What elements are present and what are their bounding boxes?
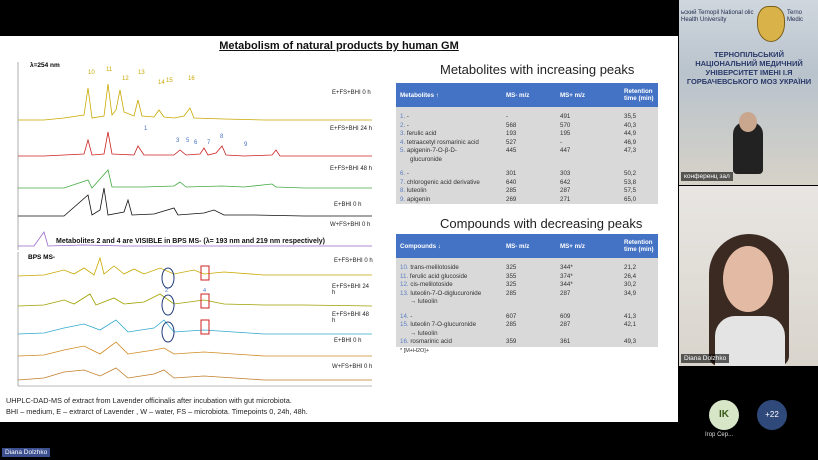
row-number: 10. — [400, 264, 409, 271]
participant-avatar-name: Ігор Сер... — [705, 432, 734, 438]
table-row — [396, 170, 658, 179]
table-row — [396, 290, 658, 299]
peak-label: 5 — [186, 138, 190, 144]
compound-name: rosmarinic acid — [410, 338, 452, 345]
ms-neg: 285 — [502, 321, 556, 330]
compound-name: ferulic acid glucoside — [409, 272, 468, 280]
ms-pos: 642 — [556, 179, 620, 188]
table-row — [396, 113, 658, 122]
retention-time: 42,1 — [620, 321, 658, 330]
caption-line-2: BHI – medium, E – extrarct of Lavender , W – water, FS – microbiota. Timepoints 0, 24h, 48h. — [6, 407, 308, 416]
metabolite-name: - — [406, 113, 409, 120]
row-number: 6. — [400, 170, 406, 177]
ms-pos: 303 — [556, 170, 620, 179]
caption-line-1: UHPLC-DAD-MS of extract from Lavender officinalis after incubation with gut microbiota. — [6, 396, 292, 405]
university-sign: ТЕРНОПІЛЬСЬКИЙ НАЦІОНАЛЬНИЙ МЕДИЧНИЙ УНІВЕРСИТЕТ ІМЕНІ І.Я ГОРБАЧЕВСЬКОГО МОЗ УКРАЇНИ — [686, 50, 812, 86]
table-row — [396, 147, 658, 156]
compound-name: - — [410, 312, 413, 320]
retention-time: 40,3 — [620, 122, 658, 131]
ms-neg: 607 — [502, 313, 556, 322]
retention-time: 53,8 — [620, 179, 658, 188]
row-number: 12. — [400, 281, 409, 288]
col-header: MS- m/z — [502, 83, 556, 107]
table-row — [396, 122, 658, 131]
trace-label: E+FS+BHI 24 h — [332, 284, 370, 296]
ms-neg: 445 — [502, 147, 556, 156]
increasing-table — [396, 83, 658, 204]
participant-tile-conference-hall[interactable] — [679, 0, 818, 185]
ms-pos: 287 — [556, 290, 620, 299]
ms-neg: 269 — [502, 196, 556, 205]
ms-mode-label: BPS MS- — [28, 254, 56, 261]
peak-label: 15 — [166, 78, 173, 84]
metabolite-name: luteolin — [406, 187, 427, 194]
retention-time: 47,3 — [620, 147, 658, 156]
table-row — [396, 273, 658, 282]
trace-label: W+FS+BHI 0 h — [330, 222, 371, 228]
increasing-title: Metabolites with increasing peaks — [440, 62, 635, 77]
ms-pos: 287 — [556, 187, 620, 196]
row-number: 15. — [400, 321, 409, 328]
col-header: MS- m/z — [502, 234, 556, 258]
university-emblem-icon — [757, 6, 785, 42]
row-number: 16. — [400, 338, 409, 345]
ms-neg: 527 — [502, 139, 556, 148]
participant-strip — [679, 368, 818, 460]
trace-label: E+BHI 0 h — [334, 202, 362, 208]
peak-label: 11 — [106, 67, 113, 73]
peak-label: 10 — [88, 70, 95, 76]
trace-label: E+FS+BHI 48 h — [332, 312, 370, 324]
retention-time: 65,0 — [620, 196, 658, 205]
compound-name: → luteolin — [410, 329, 438, 337]
table-row — [396, 298, 658, 307]
row-number: 3. — [400, 130, 406, 137]
peak-label: 14 — [158, 80, 165, 86]
table-row — [396, 156, 658, 165]
metabolite-name: - — [406, 121, 409, 129]
ms-neg: 301 — [502, 170, 556, 179]
table-row — [396, 313, 658, 322]
mark-label: 4 — [203, 288, 207, 294]
participant-avatar[interactable]: IK — [709, 400, 739, 430]
ms-pos: 570 — [556, 122, 620, 131]
row-number: 13. — [400, 289, 409, 297]
table-row — [396, 196, 658, 205]
trace-label: E+FS+BHI 0 h — [334, 258, 373, 264]
metabolite-name: chlorogenic acid derivative — [406, 178, 480, 186]
ms-neg: 568 — [502, 122, 556, 131]
row-number: 2. — [400, 121, 406, 129]
col-header: Metabolites ↑ — [396, 83, 502, 107]
col-header: MS+ m/z — [556, 83, 620, 107]
retention-time: 57,5 — [620, 187, 658, 196]
ms-neg: 355 — [502, 273, 556, 282]
peak-label: 3 — [176, 138, 180, 144]
ms-pos: 287 — [556, 321, 620, 330]
metabolite-name: - — [406, 170, 409, 177]
col-header: Compounds ↓ — [396, 234, 502, 258]
peak-label: 9 — [244, 142, 248, 148]
col-header: Retention time (min) — [620, 83, 658, 107]
table-row — [396, 187, 658, 196]
retention-time: 30,2 — [620, 281, 658, 290]
retention-time: 21,2 — [620, 264, 658, 273]
ms-neg: 193 — [502, 130, 556, 139]
row-number: 4. — [400, 138, 406, 146]
col-header: Retention time (min) — [620, 234, 658, 258]
compound-name: luteolin 7-O-glucuronide — [410, 321, 477, 328]
retention-time: 34,9 — [620, 290, 658, 299]
row-number: 1. — [400, 113, 406, 120]
ms-pos: 361 — [556, 338, 620, 347]
sign-right-text: Terno Medic — [787, 10, 804, 23]
metabolite-name: tetraacetyl rosmarinic acid — [406, 138, 479, 146]
table-row — [396, 179, 658, 188]
table-row — [396, 130, 658, 139]
ms-neg: 325 — [502, 264, 556, 273]
footnote: * [M+H2O]+ — [400, 348, 430, 354]
row-number: 9. — [400, 195, 406, 203]
mark-label: 2 — [165, 288, 169, 294]
ms-pos: 447 — [556, 147, 620, 156]
col-header: MS+ m/z — [556, 234, 620, 258]
metabolite-name: apigenin-7-O-β-D- — [406, 147, 457, 154]
participant-name: Diana Dolzhko — [681, 354, 729, 363]
ms-pos: 491 — [556, 113, 620, 122]
table-row — [396, 139, 658, 148]
retention-time: 46,9 — [620, 139, 658, 148]
wavelength-label: λ=254 nm — [30, 62, 60, 69]
table-row — [396, 264, 658, 273]
more-participants-button[interactable]: +22 — [757, 400, 787, 430]
row-number: 5. — [400, 147, 406, 154]
ms-pos: 271 — [556, 196, 620, 205]
peak-label: 6 — [194, 140, 198, 146]
speaker-tag: Diana Dolzhko — [2, 448, 50, 457]
retention-time: 49,3 — [620, 338, 658, 347]
compound-name: trans-melilotoside — [410, 264, 459, 271]
row-number: 8. — [400, 187, 406, 194]
peak-label: 1 — [144, 126, 148, 132]
ms-neg: 325 — [502, 281, 556, 290]
retention-time: 50,2 — [620, 170, 658, 179]
ms-pos: 609 — [556, 313, 620, 322]
ms-neg: 640 — [502, 179, 556, 188]
presentation-slide — [0, 36, 678, 422]
trace-label: E+BHI 0 h — [334, 338, 362, 344]
retention-time: 26,4 — [620, 273, 658, 282]
peak-label: 13 — [138, 70, 145, 76]
participant-tile-diana[interactable] — [679, 186, 818, 366]
retention-time: 44,9 — [620, 130, 658, 139]
trace-label: E+FS+BHI 48 h — [330, 166, 373, 172]
ms-pos: 344* — [556, 264, 620, 273]
trace-label: E+FS+BHI 24 h — [330, 126, 373, 132]
tile-label: конференц зал — [681, 172, 733, 181]
metabolite-name: ferulic acid — [406, 130, 437, 137]
chromatogram-bps — [4, 250, 374, 395]
table-row — [396, 330, 658, 339]
compound-name: → luteolin — [410, 298, 438, 305]
chromatogram-bps-plot — [4, 250, 374, 395]
metabolite-name: glucuronide — [410, 155, 442, 163]
compound-name: luteolin-7-O-diglucuronide — [410, 289, 482, 297]
row-number: 7. — [400, 178, 406, 186]
retention-time: 35,5 — [620, 113, 658, 122]
row-number: 14. — [400, 312, 409, 320]
metabolite-name: apigenin — [406, 195, 431, 203]
sign-small-text: ьский Ternopil National olic Health University — [681, 10, 754, 23]
decreasing-title: Compounds with decreasing peaks — [440, 216, 643, 231]
ms-neg: 359 — [502, 338, 556, 347]
peak-label: 8 — [220, 134, 224, 140]
ms-neg: 285 — [502, 290, 556, 299]
compound-name: cis-melilotoside — [410, 281, 453, 288]
table-row — [396, 338, 658, 347]
ms-neg: 285 — [502, 187, 556, 196]
trace-label: W+FS+BHI 0 h — [332, 364, 373, 370]
ms-neg: - — [502, 113, 556, 122]
visible-note: Metabolites 2 and 4 are VISIBLE in BPS MS- (λ= 193 nm and 219 nm respectively) — [56, 238, 326, 245]
row-number: 11. — [400, 272, 409, 280]
table-row — [396, 281, 658, 290]
decreasing-table — [396, 234, 658, 347]
peak-label: 12 — [122, 76, 129, 82]
peak-label: 16 — [188, 76, 195, 82]
slide-title: Metabolism of natural products by human GM — [219, 40, 459, 52]
ms-pos: 374* — [556, 273, 620, 282]
participant-face — [739, 112, 757, 132]
participant-face — [723, 246, 773, 312]
peak-label: 7 — [207, 140, 211, 146]
ms-pos: - — [556, 139, 620, 148]
ms-pos: 344* — [556, 281, 620, 290]
trace-label: E+FS+BHI 0 h — [332, 90, 371, 96]
table-row — [396, 321, 658, 330]
retention-time: 41,3 — [620, 313, 658, 322]
ms-pos: 195 — [556, 130, 620, 139]
